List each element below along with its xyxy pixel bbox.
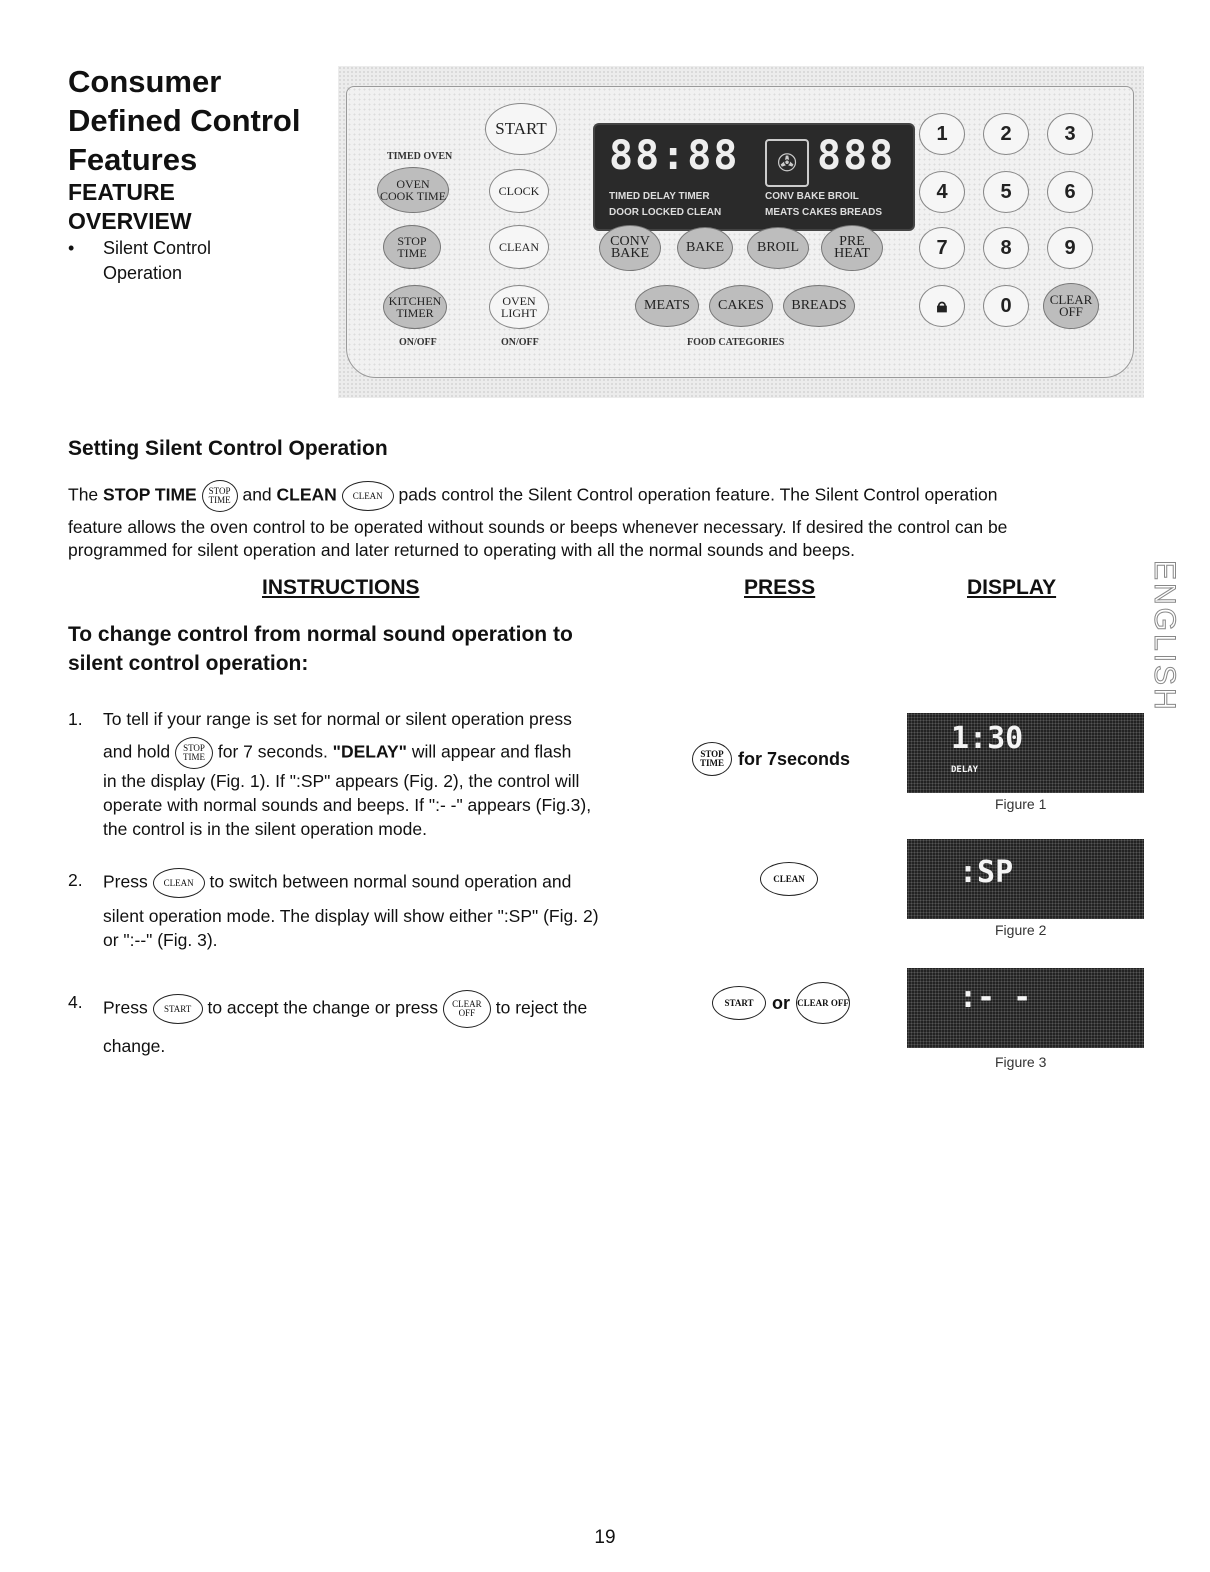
clear-off-pad: CLEAR OFF	[1043, 283, 1099, 329]
on-off-label-1: ON/OFF	[399, 337, 437, 348]
stop-time-pad-icon: STOP TIME	[202, 480, 238, 512]
step-text: to accept the change or press	[202, 997, 443, 1018]
figure-3-text: :- -	[959, 980, 1032, 1015]
subheading-line-2: silent control operation:	[68, 652, 309, 675]
control-panel-face	[346, 86, 1134, 378]
panel-display	[593, 123, 915, 231]
step-text: will appear and flash	[406, 741, 572, 762]
delay-term: "DELAY"	[332, 741, 407, 762]
press-or: or	[772, 992, 790, 1013]
title-line-2: Defined Control	[68, 103, 301, 138]
stop-time-pad: STOP TIME	[383, 225, 441, 269]
broil-pad: BROIL	[747, 227, 809, 269]
step-number: 1.	[68, 709, 83, 729]
press-duration: for 7seconds	[738, 748, 851, 769]
number-pad-9: 9	[1047, 227, 1093, 269]
step-line: the control is in the silent operation mode.	[103, 819, 427, 839]
step-1	[68, 707, 668, 841]
figure-1-display	[907, 713, 1144, 793]
press-step-2	[760, 862, 818, 896]
oven-light-pad: OVEN LIGHT	[489, 285, 549, 329]
figure-1-sub: DELAY	[951, 765, 979, 775]
display-column-header: DISPLAY	[967, 576, 1057, 599]
number-pad-6: 6	[1047, 171, 1093, 213]
step-line: in the display (Fig. 1). If ":SP" appears (Fig. 2), the control will	[103, 771, 580, 791]
clear-off-pad-icon: CLEAR OFF	[796, 982, 850, 1024]
lock-icon: 🔒︎	[936, 295, 948, 317]
para-line-2: feature allows the oven control to be operated without sounds or beeps whenever necessary. If desired the control can be	[68, 517, 1008, 537]
step-text: and hold	[103, 741, 176, 762]
step-line	[103, 868, 668, 898]
timed-oven-label: TIMED OVEN	[387, 151, 453, 162]
step-text: to switch between normal sound operation and	[204, 871, 572, 892]
stop-time-term: STOP TIME	[103, 484, 197, 505]
step-text: to reject the	[490, 997, 588, 1018]
step-line	[103, 737, 668, 769]
display-digits: 88:88	[609, 133, 740, 179]
display-labels-row1: TIMED DELAY TIMER	[609, 191, 710, 202]
clock-pad: CLOCK	[489, 169, 549, 213]
breads-pad: BREADS	[783, 285, 855, 327]
para-line-1	[68, 480, 1148, 512]
clean-term: CLEAN	[276, 484, 337, 505]
display-labels-row1b: CONV BAKE BROIL	[765, 191, 859, 202]
subtitle-line-2: OVERVIEW	[68, 208, 192, 234]
para-pre: The	[68, 484, 104, 505]
bullet-dot: •	[68, 238, 75, 258]
figure-2-display	[907, 839, 1144, 919]
display-labels-row2: DOOR LOCKED CLEAN	[609, 207, 722, 218]
clean-pad-icon: CLEAN	[760, 862, 818, 896]
number-pad-5: 5	[983, 171, 1029, 213]
kitchen-timer-pad: KITCHEN TIMER	[383, 285, 447, 329]
number-pad-2: 2	[983, 113, 1029, 155]
procedure-subheading	[68, 620, 708, 678]
language-side-tab	[1148, 560, 1183, 713]
lock-pad	[919, 285, 965, 327]
step-text: Press	[103, 997, 153, 1018]
press-step-4	[712, 982, 850, 1024]
cakes-pad: CAKES	[709, 285, 773, 327]
overview-bullet	[68, 236, 268, 286]
conv-bake-pad: CONV BAKE	[599, 225, 661, 271]
bake-pad: BAKE	[677, 227, 733, 269]
start-pad-icon: START	[712, 986, 766, 1020]
bullet-text-2: Operation	[103, 263, 183, 283]
preheat-pad: PRE HEAT	[821, 225, 883, 271]
figure-1-text: 1:30	[951, 721, 1024, 756]
subtitle-line-1: FEATURE	[68, 179, 175, 205]
press-column-header: PRESS	[744, 576, 816, 599]
start-pad-icon: START	[153, 994, 203, 1024]
step-4	[68, 990, 668, 1058]
figure-1-caption: Figure 1	[995, 796, 1047, 812]
number-pad-4: 4	[919, 171, 965, 213]
number-pad-3: 3	[1047, 113, 1093, 155]
step-text: for 7 seconds.	[213, 741, 333, 762]
side-tab-text: ENGLISH	[1148, 560, 1181, 713]
display-labels-row2b: MEATS CAKES BREADS	[765, 207, 883, 218]
stop-time-pad-icon: STOP TIME	[175, 737, 213, 769]
clear-off-pad-icon: CLEAR OFF	[443, 990, 491, 1028]
number-pad-0: 0	[983, 285, 1029, 327]
number-pad-1: 1	[919, 113, 965, 155]
oven-cook-time-pad: OVEN COOK TIME	[377, 167, 449, 213]
clean-pad-icon: CLEAN	[342, 481, 394, 511]
step-line: operate with normal sounds and beeps. If ":- -" appears (Fig.3),	[103, 795, 592, 815]
press-step-1	[692, 742, 850, 776]
step-number: 4.	[68, 992, 83, 1012]
para-text-1: pads control the Silent Control operation feature. The Silent Control operation	[393, 484, 998, 505]
control-panel-illustration	[338, 66, 1144, 398]
section-heading: Setting Silent Control Operation	[68, 437, 388, 460]
bullet-text-1: Silent Control	[103, 238, 212, 258]
display-digits-2: 888	[817, 133, 896, 179]
subheading-line-1: To change control from normal sound operation to	[68, 623, 573, 646]
title-line-3: Features	[68, 142, 198, 177]
instructions-column-header: INSTRUCTIONS	[262, 576, 420, 599]
figure-3-display	[907, 968, 1144, 1048]
step-number: 2.	[68, 870, 83, 890]
step-line: or ":--" (Fig. 3).	[103, 930, 218, 950]
step-line: silent operation mode. The display will show either ":SP" (Fig. 2)	[103, 906, 599, 926]
title-line-1: Consumer	[68, 64, 222, 99]
meats-pad: MEATS	[635, 285, 699, 327]
page-title	[68, 62, 328, 179]
para-line-3: programmed for silent operation and later returned to operating with all the normal sounds and beeps.	[68, 540, 855, 560]
stop-time-pad-icon: STOP TIME	[692, 742, 732, 776]
section-paragraph	[68, 480, 1148, 562]
figure-2-text: :SP	[959, 855, 1014, 890]
para-and: and	[242, 484, 277, 505]
start-pad: START	[485, 103, 557, 155]
figure-3-caption: Figure 3	[995, 1054, 1047, 1070]
on-off-label-2: ON/OFF	[501, 337, 539, 348]
step-2	[68, 868, 668, 952]
page-number: 19	[594, 1527, 616, 1548]
convection-fan-icon: ✇	[765, 139, 809, 187]
figure-2-caption: Figure 2	[995, 922, 1047, 938]
step-line	[103, 990, 668, 1028]
clean-pad-icon: CLEAN	[153, 868, 205, 898]
feature-overview-heading	[68, 178, 308, 236]
step-line: To tell if your range is set for normal or silent operation press	[103, 709, 572, 729]
food-categories-label: FOOD CATEGORIES	[687, 337, 785, 348]
number-pad-8: 8	[983, 227, 1029, 269]
step-text: Press	[103, 871, 153, 892]
step-line: change.	[103, 1036, 166, 1056]
number-pad-7: 7	[919, 227, 965, 269]
clean-pad: CLEAN	[489, 225, 549, 269]
